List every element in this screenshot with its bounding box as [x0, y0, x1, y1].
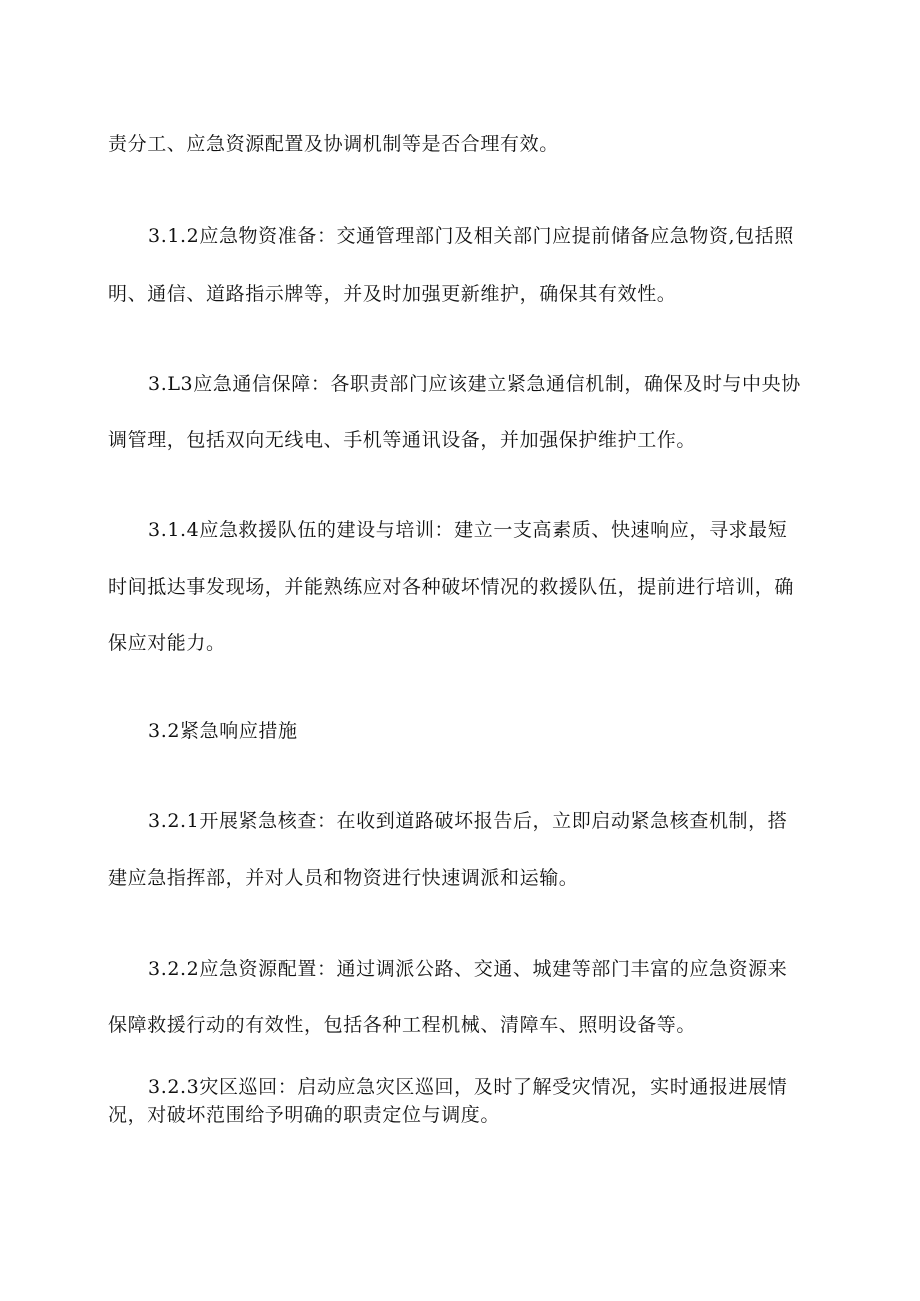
- paragraph-line: 建应急指挥部，并对人员和物资进行快速调派和运输。: [108, 867, 579, 889]
- paragraph-line: 保障救援行动的有效性，包括各种工程机械、清障车、照明设备等。: [108, 1014, 697, 1036]
- paragraph-line: 3.2.1开展紧急核查：在收到道路破坏报告后，立即启动紧急核查机制，搭: [148, 810, 788, 832]
- paragraph-line: 3.1.4应急救援队伍的建设与培训：建立一支高素质、快速响应，寻求最短: [148, 519, 788, 541]
- paragraph-line: 3.1.2应急物资准备：交通管理部门及相关部门应提前储备应急物资,包括照: [148, 225, 794, 247]
- paragraph-line: 时间抵达事发现场，并能熟练应对各种破坏情况的救援队伍，提前进行培训，确: [108, 576, 795, 598]
- paragraph-line: 3.L3应急通信保障：各职责部门应该建立紧急通信机制，确保及时与中央协: [148, 373, 801, 395]
- paragraph-line: 况，对破坏范围给予明确的职责定位与调度。: [108, 1104, 501, 1126]
- paragraph-line: 调管理，包括双向无线电、手机等通讯设备，并加强保护维护工作。: [108, 429, 697, 451]
- section-heading: 3.2紧急响应措施: [148, 720, 298, 742]
- paragraph-line: 3.2.2应急资源配置：通过调派公路、交通、城建等部门丰富的应急资源来: [148, 958, 788, 980]
- paragraph-line: 责分工、应急资源配置及协调机制等是否合理有效。: [108, 133, 559, 155]
- paragraph-line: 明、通信、道路指示牌等，并及时加强更新维护，确保其有效性。: [108, 283, 677, 305]
- paragraph-line: 3.2.3灾区巡回：启动应急灾区巡回，及时了解受灾情况，实时通报进展情: [148, 1076, 788, 1098]
- paragraph-line: 保应对能力。: [108, 632, 226, 654]
